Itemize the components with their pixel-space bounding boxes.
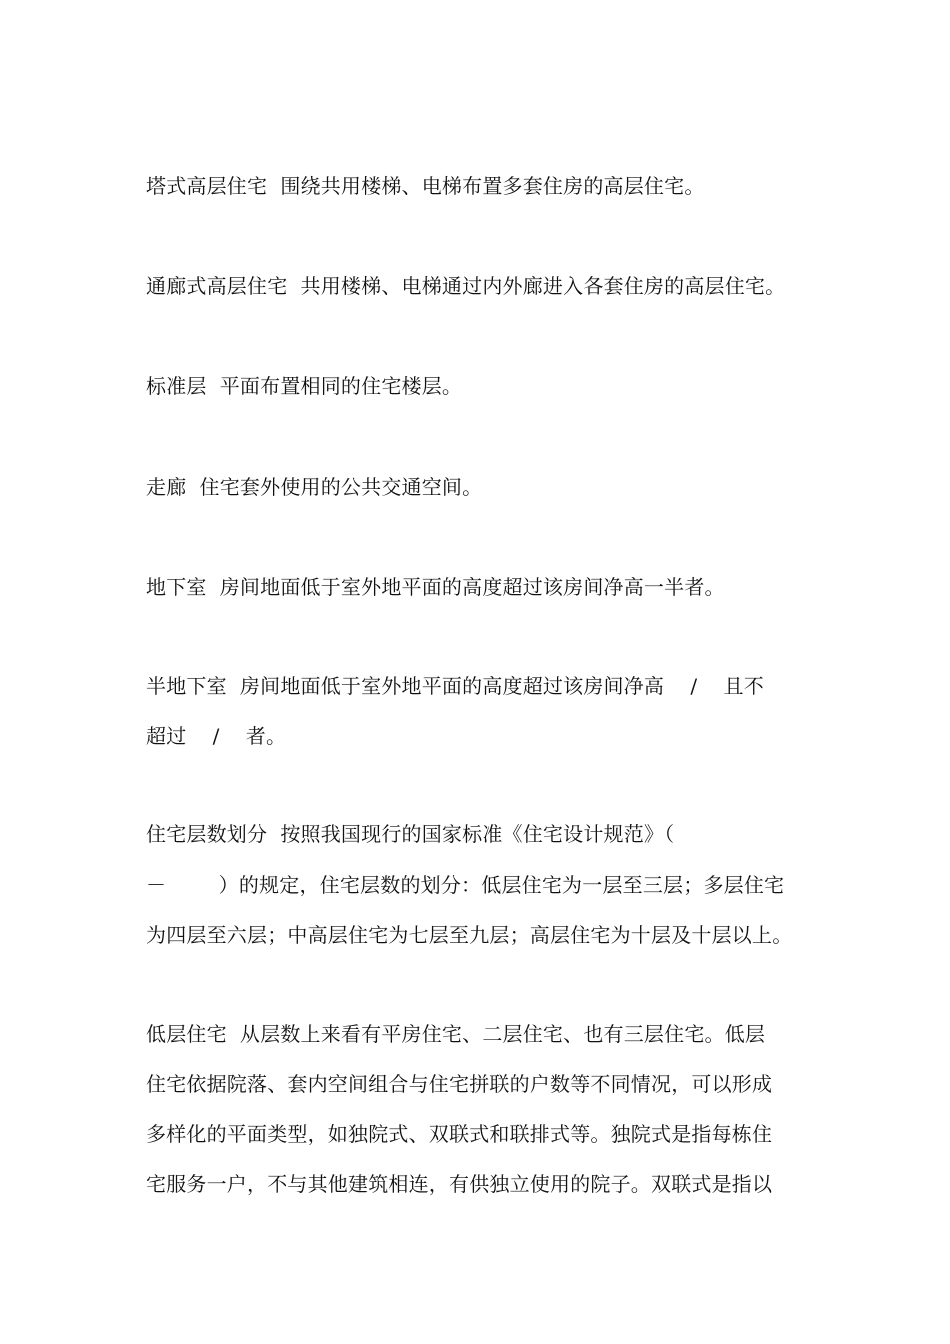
- paragraph-semi-basement-line1: 半地下室 房间地面低于室外地平面的高度超过该房间净高 / 且不: [146, 674, 764, 698]
- paragraph-standard-floor: 标准层 平面布置相同的住宅楼层。: [146, 374, 463, 398]
- paragraph-floor-classification-line2: － ）的规定，住宅层数的划分：低层住宅为一层至三层；多层住宅: [146, 873, 785, 897]
- paragraph-lowrise-line4: 宅服务一户，不与其他建筑相连，有供独立使用的院子。双联式是指以: [146, 1172, 773, 1196]
- paragraph-lowrise-line1: 低层住宅 从层数上来看有平房住宅、二层住宅、也有三层住宅。低层: [146, 1022, 766, 1046]
- paragraph-corridor: 走廊 住宅套外使用的公共交通空间。: [146, 475, 483, 499]
- paragraph-corridor-highrise: 通廊式高层住宅 共用楼梯、电梯通过内外廊进入各套住房的高层住宅。: [146, 274, 786, 298]
- paragraph-semi-basement-line2: 超过 / 者。: [146, 724, 287, 748]
- paragraph-floor-classification-line1: 住宅层数划分 按照我国现行的国家标准《住宅设计规范》（: [146, 822, 675, 846]
- paragraph-lowrise-line3: 多样化的平面类型，如独院式、双联式和联排式等。独院式是指每栋住: [146, 1122, 773, 1146]
- paragraph-lowrise-line2: 住宅依据院落、套内空间组合与住宅拼联的户数等不同情况，可以形成: [146, 1072, 773, 1096]
- paragraph-basement: 地下室 房间地面低于室外地平面的高度超过该房间净高一半者。: [146, 575, 725, 599]
- paragraph-floor-classification-line3: 为四层至六层；中高层住宅为七层至九层；高层住宅为十层及十层以上。: [146, 923, 793, 947]
- paragraph-tower-highrise: 塔式高层住宅 围绕共用楼梯、电梯布置多套住房的高层住宅。: [146, 174, 705, 198]
